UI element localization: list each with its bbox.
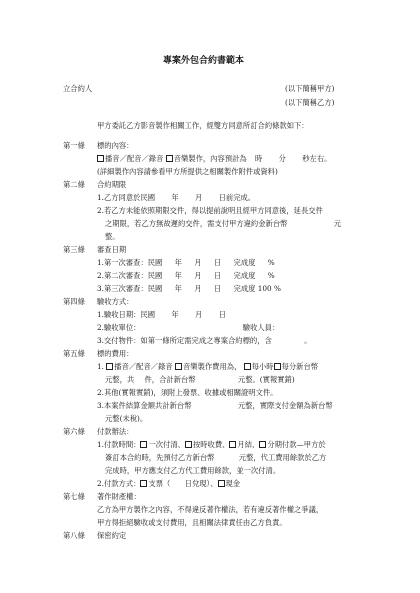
checkbox[interactable]: [218, 480, 225, 487]
checkbox[interactable]: [229, 441, 236, 448]
intro-paragraph: 甲方委託乙方影音製作相關工作，經雙方同意所訂合約條款如下：: [97, 121, 309, 130]
article-1-heading: 標的內容：: [97, 141, 134, 150]
checkbox[interactable]: [185, 441, 192, 448]
article-3-line-2: 2.第二次審查：民國 年 月 日 完成度 %: [97, 271, 275, 280]
article-6-line-1: 1.付款時間： 一次付清、 按時收費、 月結、 分期付款—甲方於: [97, 440, 326, 449]
article-4-line-1: 1.驗收日期：民國 年 月 日: [97, 310, 226, 319]
article-1-line-2: (詳細製作內容請參看甲方所提供之相關製作附件或資料): [97, 167, 278, 176]
party-a-note: (以下簡稱甲方): [285, 84, 335, 93]
article-2-heading: 合約期限: [97, 180, 127, 189]
article-7-heading: 著作財產權：: [97, 492, 141, 501]
checkbox[interactable]: [106, 363, 113, 370]
checkbox[interactable]: [244, 363, 251, 370]
article-5-line-5: 元整(未稅)。: [105, 414, 148, 423]
article-8-number: 第八條: [63, 531, 85, 540]
article-5-number: 第五條: [63, 349, 85, 358]
checkbox[interactable]: [140, 480, 147, 487]
article-7-line-1: 乙方為甲方製作之內容，不得違反著作權法，若有違反著作權之爭議，: [97, 505, 324, 514]
article-5-line-1: 1. 播音／配音／錄音 音樂製作費用為， 每小時 每分新台幣: [97, 362, 319, 371]
parties-label: 立合約人: [63, 84, 93, 93]
checkbox[interactable]: [140, 441, 147, 448]
article-4-heading: 驗收方式：: [97, 297, 134, 306]
article-2-line-4: 整。: [105, 232, 120, 241]
article-6-line-4: 2.付款方式： 支票（ 日兌現）、 現金: [97, 479, 241, 488]
article-5-line-4: 3.本案件結算金額共計新台幣 元整，實際支付金額為新台幣: [97, 401, 333, 410]
article-5-line-3: 2.其他(實報實銷)，須附上發票、收據或相關證明文件。: [97, 388, 278, 397]
checkbox[interactable]: [166, 155, 173, 162]
document-title: 專案外包合約書範本: [163, 56, 245, 66]
article-4-number: 第四條: [63, 297, 85, 306]
article-7-line-2: 甲方得拒絕驗收或支付費用，且相關法律責任由乙方負責。: [97, 518, 287, 527]
checkbox[interactable]: [259, 441, 266, 448]
article-5-heading: 標的費用：: [97, 349, 134, 358]
article-2-line-2: 2.若乙方未能依照期限交件，得以提前說明且經甲方同意後，延長交件: [97, 206, 323, 215]
article-3-heading: 審查日期: [97, 245, 127, 254]
article-2-line-1: 1.乙方同意於民國 年 月 日前完成。: [97, 193, 256, 202]
article-6-line-3: 完成時，甲方應支付乙方代工費用餘款，並一次付清。: [105, 466, 281, 475]
article-4-line-3: 3.交付物件：如第一條所定需完成之專案合約標的，含 。: [97, 336, 312, 345]
article-2-line-3: 之期限，若乙方無故遲約交件，需支付甲方違約金新台幣 元: [105, 219, 342, 228]
party-b-note: (以下簡稱乙方): [285, 98, 335, 107]
article-1-line-1: 播音／配音／錄音 音樂製作，內容預計為 時 分 秒左右。: [97, 154, 331, 164]
article-6-line-2: 簽訂本合約時，先預付乙方新台幣 元整，代工費用餘款於乙方: [105, 453, 327, 462]
article-6-number: 第六條: [63, 427, 85, 436]
article-5-line-2: 元整，共 件，合計新台幣 元整。(實報實銷): [105, 375, 295, 384]
article-3-line-3: 3.第三次審查：民國 年 月 日 完成度 100 %: [97, 284, 281, 293]
article-2-number: 第二條: [63, 180, 85, 189]
checkbox[interactable]: [175, 363, 182, 370]
checkbox[interactable]: [97, 155, 104, 162]
article-3-line-1: 1.第一次審查：民國 年 月 日 完成度 %: [97, 258, 275, 267]
article-6-heading: 付款辦法：: [97, 427, 134, 436]
article-1-number: 第一條: [63, 141, 85, 150]
article-4-line-2: 2.驗收單位： 驗收人員：: [97, 323, 280, 332]
article-8-heading: 保密約定: [97, 531, 127, 540]
article-7-number: 第七條: [63, 492, 85, 501]
checkbox[interactable]: [274, 363, 281, 370]
article-3-number: 第三條: [63, 245, 85, 254]
